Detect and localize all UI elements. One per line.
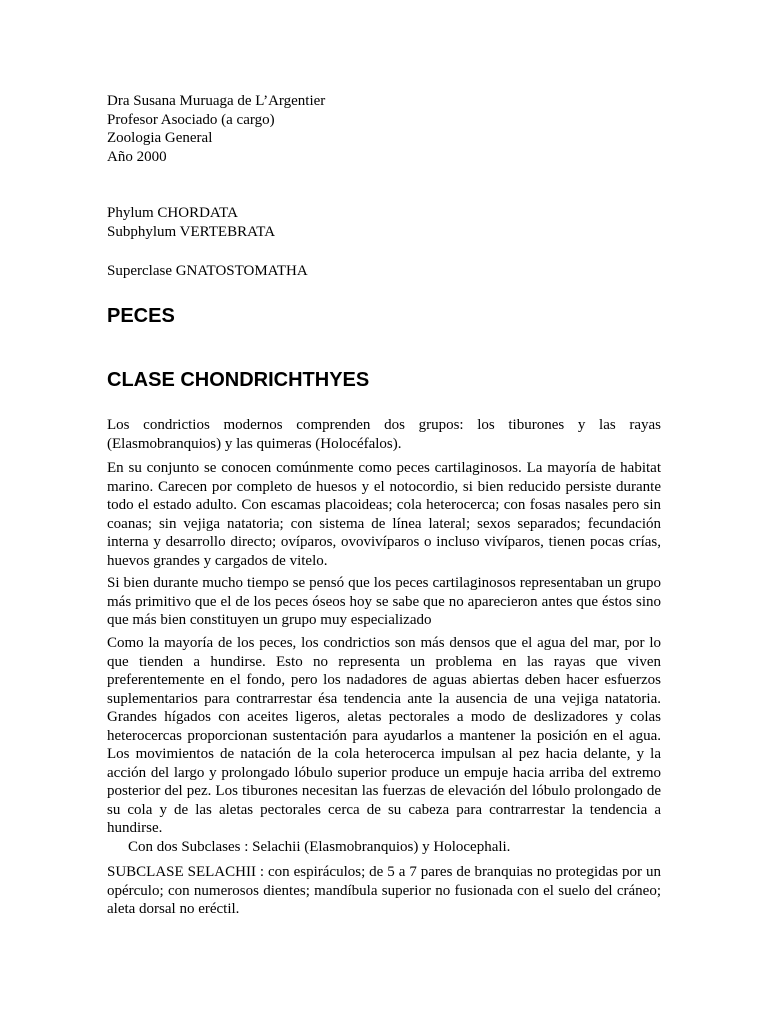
author-role: Profesor Asociado (a cargo) (107, 111, 275, 128)
subphylum-line: Subphylum VERTEBRATA (107, 223, 276, 240)
paragraph-selachii: SUBCLASE SELACHII : con espiráculos; de 5 a 7 pares de branquias no protegidas por un opérculo; con numerosos dientes; mandíbula superior no fusionada con el suelo del cráneo; aleta dorsal no eréctil. (107, 864, 661, 917)
paragraph-buoyancy: Como la mayoría de los peces, los condrictios son más densos que el agua del mar, por lo que tienden a hundirse. Esto no representa un problema en las rayas que viven preferentemente en el fondo, pero los nadadores de aguas abiertas deben hacer esfuerzos suplementarios para contrarrestar ésa tendencia ante la ausencia de una vejiga natatoria. Grandes hígados con aceites ligeros, aletas pectorales a modo de deslizadores y colas heterocercas proporcionan sustentación para ayudarlos a mantener la posición en el agua. Los movimientos de natación de la cola heterocerca impulsan al pez hacia delante, y la acción del largo y prolongado lóbulo superior produce un empuje hacia arriba del extremo posterior del pez. Los tiburones necesitan las fuerzas de elevación del lóbulo prolongado de su cola y de las aletas pectorales cerca de su cabeza para contrarrestar la tendencia a hundirse. (107, 635, 661, 836)
superclass-block (107, 262, 661, 281)
author-header (107, 92, 661, 166)
paragraph-characteristics: En su conjunto se conocen comúnmente como peces cartilaginosos. La mayoría de habitat marino. Carecen por completo de huesos y el notocordio, si bien reducido persiste durante todo el estado adulto. Con escamas placoideas; cola heterocerca; con fosas nasales pero sin coanas; sin vejiga natatoria; con sistema de línea lateral; sexos separados; fecundación interna y desarrollo directo; ovíparos, ovovivíparos o incluso vivíparos, tienen pocas crías, huevos grandes y cargados de vitelo. (107, 460, 661, 569)
course-year: Año 2000 (107, 148, 167, 165)
phylum-line: Phylum CHORDATA (107, 205, 238, 221)
author-name: Dra Susana Muruaga de L’Argentier (107, 93, 326, 109)
heading-clase: CLASE CHONDRICHTHYES (107, 369, 370, 391)
paragraph-evolution: Si bien durante mucho tiempo se pensó que los peces cartilaginosos representaban un grupo más primitivo que el de los peces óseos hoy se sabe que no aparecieron antes que éstos sino que más bien constituyen un grupo muy especializado (107, 575, 661, 628)
taxonomy-block (107, 204, 661, 241)
course-name: Zoologia General (107, 130, 213, 146)
paragraph-intro: Los condrictios modernos comprenden dos grupos: los tiburones y las rayas (Elasmobranquios) y las quimeras (Holocéfalos). (107, 417, 661, 452)
paragraph-subclasses: Con dos Subclases : Selachii (Elasmobranquios) y Holocephali. (128, 839, 511, 855)
superclass-line: Superclase GNATOSTOMATHA (107, 263, 308, 279)
heading-peces: PECES (107, 305, 175, 327)
